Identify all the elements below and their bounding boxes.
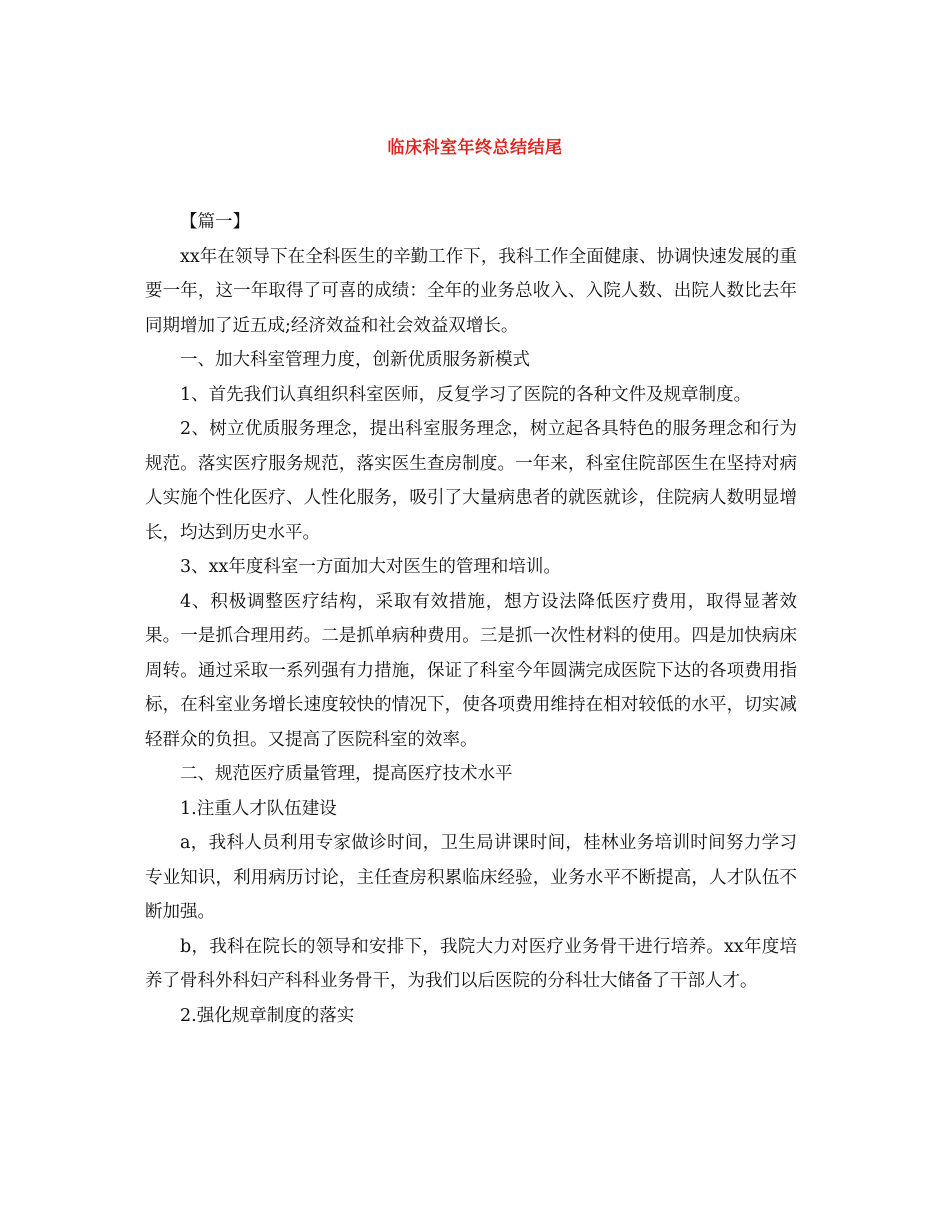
- paragraph: 二、规范医疗质量管理，提高医疗技术水平: [180, 764, 513, 784]
- section-heading: 【篇一】: [180, 212, 250, 232]
- paragraph: b，我科在院长的领导和安排下，我院大力对医疗业务骨干进行培养。xx年度培养了骨科外科妇产科科业务骨干，为我们以后医院的分科壮大储备了干部人才。: [145, 936, 797, 991]
- paragraph: 一、加大科室管理力度，创新优质服务新模式: [180, 350, 530, 370]
- paragraph: 4、积极调整医疗结构，采取有效措施，想方设法降低医疗费用，取得显著效果。一是抓合理用药。二是抓单病种费用。三是抓一次性材料的使用。四是加快病床周转。通过采取一系列强有力措施，保证了科室今年圆满完成医院下达的各项费用指标，在科室业务增长速度较快的情况下，使各项费用维持在相对较低的水平，切实减轻群众的负担。又提高了医院科室的效率。: [145, 591, 797, 750]
- paragraph: 3、xx年度科室一方面加大对医生的管理和培训。: [180, 557, 561, 577]
- paragraph: a，我科人员利用专家做诊时间，卫生局讲课时间，桂林业务培训时间努力学习专业知识，利用病历讨论，主任查房积累临床经验，业务水平不断提高，人才队伍不断加强。: [145, 833, 797, 922]
- paragraph: 1、首先我们认真组织科室医师，反复学习了医院的各种文件及规章制度。: [180, 384, 752, 405]
- document-title: 临床科室年终总结结尾: [387, 138, 563, 158]
- paragraph: 2.强化规章制度的落实: [180, 1005, 355, 1026]
- paragraph: 2、树立优质服务理念，提出科室服务理念，树立起各具特色的服务理念和行为规范。落实医疗服务规范，落实医生查房制度。一年来，科室住院部医生在坚持对病人实施个性化医疗、人性化服务，吸引了大量病患者的就医就诊，住院病人数明显增长，均达到历史水平。: [145, 419, 797, 543]
- paragraph: xx年在领导下在全科医生的辛勤工作下，我科工作全面健康、协调快速发展的重要一年，这一年取得了可喜的成绩：全年的业务总收入、入院人数、出院人数比去年同期增加了近五成;经济效益和社会效益双增长。: [145, 246, 797, 336]
- document-body: [145, 205, 797, 1033]
- paragraph: 1.注重人才队伍建设: [180, 798, 337, 819]
